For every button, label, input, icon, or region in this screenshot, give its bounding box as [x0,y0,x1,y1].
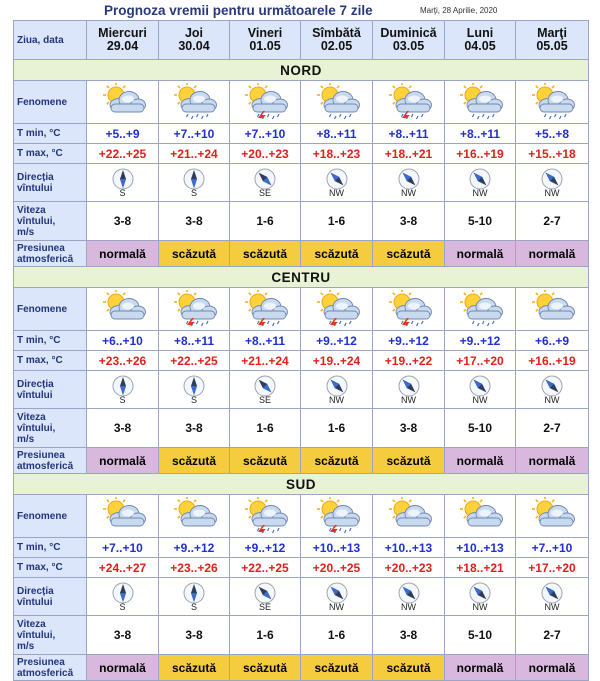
compass-nw-icon [469,375,491,397]
wind-speed-cell: 5-10 [445,202,516,241]
phenomena-label-text: Fenomene [17,510,68,522]
day-label [14,21,87,60]
wind-speed-row [14,409,589,448]
phenomena-cell [159,495,230,538]
wind-dir-text: NW [544,601,560,612]
sun-cloud-icon [99,83,147,121]
compass-se-icon [254,582,276,604]
wind-speed-label-text: Viteza [17,411,46,423]
wind-speed-cell: 5-10 [445,616,516,655]
pressure-label-text: atmosferică [17,253,74,265]
compass-nw-icon [469,582,491,604]
wind-dir-label [14,164,87,202]
wind-dir-label-text: Direcția [17,585,54,597]
pressure-cell: scăzută [159,241,230,267]
day-name: Miercuri [98,26,147,40]
sun-cloud-storm-icon [385,83,433,121]
wind-dir-text: NW [472,187,488,198]
tmin-cell: +5..+8 [516,124,589,144]
wind-dir-text: NW [329,394,344,405]
sun-cloud-rain-icon [313,83,361,121]
phenomena-row [14,81,589,124]
wind-dir-label-text: vîntului [17,596,53,608]
tmin-cell: +9..+12 [373,331,445,351]
day-header [159,21,230,60]
wind-dir-cell [445,164,516,202]
pressure-cell: normală [445,241,516,267]
wind-speed-label-text: m/s [17,640,35,652]
wind-dir-text: SE [258,394,271,405]
wind-dir-row [14,164,589,202]
tmax-row [14,351,589,371]
wind-dir-text: SE [258,601,271,612]
region-centru-header [14,267,589,288]
sun-cloud-icon [99,497,147,535]
day-name: Luni [466,26,494,40]
sun-cloud-storm-icon [385,290,433,328]
wind-dir-cell [516,371,589,409]
phenomena-cell [87,495,159,538]
pressure-cell: scăzută [230,655,301,681]
tmax-cell: +19..+22 [373,351,445,371]
wind-dir-cell [301,164,373,202]
pressure-label [14,448,87,474]
wind-dir-cell [159,578,230,616]
wind-speed-cell: 3-8 [373,616,445,655]
compass-nw-icon [541,168,563,190]
pressure-row [14,448,589,474]
wind-dir-row [14,371,589,409]
tmin-label-text: T min, °C [17,335,61,346]
tmax-cell: +23..+26 [159,558,230,578]
compass-nw-icon [398,168,420,190]
phenomena-cell [301,81,373,124]
phenomena-cell [445,81,516,124]
pressure-row [14,241,589,267]
tmin-label [14,331,87,351]
wind-speed-row [14,202,589,241]
wind-dir-cell [301,578,373,616]
tmax-cell: +22..+25 [159,351,230,371]
compass-nw-icon [398,375,420,397]
compass-s-icon [112,168,134,190]
day-header [230,21,301,60]
pressure-label [14,241,87,267]
tmin-cell: +9..+12 [301,331,373,351]
pressure-cell: normală [87,448,159,474]
pressure-cell: scăzută [301,655,373,681]
wind-speed-cell: 3-8 [159,616,230,655]
wind-speed-cell: 1-6 [301,202,373,241]
day-date: 05.05 [536,39,568,53]
day-date: 02.05 [320,39,353,53]
region-nord-header [14,60,589,81]
tmax-label-text: T max, °C [17,148,63,159]
wind-dir-text: S [119,187,126,198]
day-header [301,21,373,60]
compass-nw-icon [326,168,348,190]
phenomena-cell [301,288,373,331]
sun-cloud-storm-icon [313,290,361,328]
wind-speed-label [14,616,87,655]
day-name: Joi [184,26,204,40]
wind-speed-label-text: Viteza [17,204,46,216]
wind-dir-text: NW [401,394,416,405]
sun-cloud-storm-icon [170,290,218,328]
sun-cloud-icon [170,497,218,535]
sun-cloud-storm-icon [241,497,289,535]
page-header [0,0,600,20]
tmin-label [14,124,87,144]
pressure-label [14,655,87,681]
tmin-cell: +8..+11 [301,124,373,144]
wind-dir-cell [516,578,589,616]
phenomena-cell [301,495,373,538]
compass-s-icon [183,582,205,604]
compass-nw-icon [541,375,563,397]
wind-dir-label-text: vîntului [17,182,53,194]
compass-nw-icon [398,582,420,604]
wind-speed-label-text: vîntului, [17,629,56,641]
wind-dir-cell [516,164,589,202]
wind-dir-text: S [190,601,197,612]
wind-speed-label-text: vîntului, [17,215,56,227]
wind-dir-cell [230,578,301,616]
tmin-cell: +8..+11 [373,124,445,144]
wind-dir-cell [87,164,159,202]
sun-cloud-storm-icon [241,83,289,121]
wind-speed-cell: 3-8 [373,409,445,448]
region-title: SUD [14,474,589,495]
tmin-cell: +9..+12 [230,538,301,558]
tmax-row [14,144,589,164]
wind-speed-cell: 1-6 [230,616,301,655]
phenomena-cell [516,81,589,124]
tmin-label-text: T min, °C [17,128,61,139]
pressure-row [14,655,589,681]
sun-cloud-rain-icon [528,83,576,121]
phenomena-cell [230,81,301,124]
pressure-label-text: Presiunea [17,449,65,461]
wind-dir-label-text: Direcția [17,171,54,183]
sun-cloud-icon [99,290,147,328]
tmax-label [14,144,87,164]
pressure-cell: scăzută [159,655,230,681]
wind-dir-cell [373,578,445,616]
day-date: 03.05 [392,39,425,53]
tmin-cell: +10..+13 [301,538,373,558]
day-label-text: Ziua, data [17,34,64,46]
pressure-cell: scăzută [159,448,230,474]
wind-speed-label-text: vîntului, [17,422,56,434]
tmax-cell: +16..+19 [445,144,516,164]
phenomena-cell [87,81,159,124]
pressure-label-text: atmosferică [17,667,74,679]
sun-cloud-rain-icon [456,83,504,121]
pressure-cell: scăzută [230,448,301,474]
tmin-cell: +7..+10 [87,538,159,558]
tmax-cell: +20..+25 [301,558,373,578]
wind-speed-cell: 1-6 [301,409,373,448]
compass-s-icon [183,375,205,397]
wind-dir-text: S [119,394,126,405]
sun-cloud-icon [456,497,504,535]
wind-speed-cell: 3-8 [159,202,230,241]
day-date: 01.05 [249,39,281,53]
phenomena-cell [373,81,445,124]
day-header [87,21,159,60]
day-header [445,21,516,60]
sun-cloud-rain-icon [170,83,218,121]
tmax-cell: +19..+24 [301,351,373,371]
wind-speed-cell: 3-8 [87,616,159,655]
wind-speed-label [14,409,87,448]
tmin-cell: +5..+9 [87,124,159,144]
day-header [516,21,589,60]
tmin-cell: +10..+13 [445,538,516,558]
wind-speed-cell: 2-7 [516,616,589,655]
compass-nw-icon [326,375,348,397]
pressure-cell: normală [87,241,159,267]
day-date: 04.05 [464,39,496,53]
forecast-table [13,20,589,681]
compass-nw-icon [541,582,563,604]
phenomena-cell [159,288,230,331]
tmax-label [14,351,87,371]
pressure-cell: normală [516,655,589,681]
tmin-cell: +8..+11 [230,331,301,351]
wind-speed-cell: 1-6 [230,202,301,241]
wind-speed-label-text: Viteza [17,618,46,630]
tmin-row [14,538,589,558]
wind-dir-cell [373,371,445,409]
pressure-cell: normală [87,655,159,681]
page-title: Prognoza vremii pentru următoarele 7 zile [104,3,373,18]
wind-dir-text: NW [472,601,488,612]
pressure-cell: scăzută [373,448,445,474]
tmax-cell: +22..+25 [87,144,159,164]
region-title: CENTRU [14,267,589,288]
tmax-cell: +20..+23 [230,144,301,164]
tmin-cell: +7..+10 [230,124,301,144]
pressure-cell: normală [445,655,516,681]
day-name: Marţi [537,26,567,40]
phenomena-cell [230,495,301,538]
wind-dir-text: SE [258,187,271,198]
tmin-cell: +8..+11 [445,124,516,144]
wind-speed-cell: 3-8 [373,202,445,241]
wind-dir-cell [230,371,301,409]
phenomena-label-text: Fenomene [17,303,68,315]
sun-cloud-rain-icon [456,290,504,328]
pressure-cell: scăzută [230,241,301,267]
tmin-cell: +9..+12 [159,538,230,558]
tmax-cell: +18..+21 [373,144,445,164]
issue-date: Marţi, 28 Aprilie, 2020 [420,6,498,15]
tmax-cell: +18..+23 [301,144,373,164]
wind-speed-label [14,202,87,241]
wind-dir-cell [159,371,230,409]
sun-cloud-icon [528,290,576,328]
wind-dir-cell [445,371,516,409]
tmax-cell: +24..+27 [87,558,159,578]
wind-dir-text: NW [329,601,344,612]
pressure-label-text: atmosferică [17,460,74,472]
wind-speed-row [14,616,589,655]
phenomena-cell [445,288,516,331]
day-date: 30.04 [178,39,210,53]
pressure-cell: normală [516,448,589,474]
wind-dir-cell [159,164,230,202]
tmin-row [14,331,589,351]
tmin-label [14,538,87,558]
pressure-cell: scăzută [301,241,373,267]
wind-dir-cell [230,164,301,202]
region-title: NORD [14,60,589,81]
compass-nw-icon [326,582,348,604]
wind-speed-label-text: m/s [17,433,35,445]
tmax-cell: +15..+18 [516,144,589,164]
sun-cloud-storm-icon [313,497,361,535]
tmax-label-text: T max, °C [17,355,63,366]
phenomena-label [14,495,87,538]
pressure-label-text: Presiunea [17,656,65,668]
wind-speed-cell: 2-7 [516,202,589,241]
day-name: Sîmbătă [312,26,361,40]
tmax-cell: +21..+24 [159,144,230,164]
phenomena-row [14,495,589,538]
wind-dir-cell [445,578,516,616]
phenomena-cell [445,495,516,538]
phenomena-cell [230,288,301,331]
wind-dir-text: S [190,394,197,405]
tmin-row [14,124,589,144]
wind-speed-cell: 3-8 [87,202,159,241]
region-sud-header [14,474,589,495]
wind-speed-cell: 1-6 [301,616,373,655]
phenomena-cell [87,288,159,331]
tmax-label-text: T max, °C [17,562,63,573]
wind-dir-cell [301,371,373,409]
tmin-cell: +6..+9 [516,331,589,351]
wind-dir-text: S [119,601,126,612]
pressure-cell: scăzută [301,448,373,474]
wind-dir-label-text: vîntului [17,389,53,401]
wind-speed-cell: 5-10 [445,409,516,448]
tmin-cell: +8..+11 [159,331,230,351]
compass-se-icon [254,375,276,397]
wind-dir-label [14,578,87,616]
phenomena-cell [159,81,230,124]
pressure-cell: scăzută [373,655,445,681]
phenomena-label [14,288,87,331]
header-row [14,21,589,60]
tmax-cell: +23..+26 [87,351,159,371]
wind-speed-cell: 3-8 [159,409,230,448]
wind-speed-cell: 2-7 [516,409,589,448]
compass-s-icon [112,582,134,604]
wind-dir-text: NW [401,601,416,612]
wind-dir-text: S [190,187,197,198]
day-date: 29.04 [106,39,139,53]
phenomena-label [14,81,87,124]
tmax-cell: +20..+23 [373,558,445,578]
wind-dir-text: NW [472,394,488,405]
tmax-cell: +17..+20 [516,558,589,578]
wind-dir-text: NW [401,187,416,198]
tmin-label-text: T min, °C [17,542,61,553]
tmin-cell: +6..+10 [87,331,159,351]
wind-speed-cell: 3-8 [87,409,159,448]
wind-dir-cell [87,578,159,616]
tmax-cell: +22..+25 [230,558,301,578]
tmax-cell: +17..+20 [445,351,516,371]
wind-dir-label [14,371,87,409]
phenomena-label-text: Fenomene [17,96,68,108]
wind-speed-cell: 1-6 [230,409,301,448]
tmin-cell: +7..+10 [159,124,230,144]
phenomena-cell [373,288,445,331]
tmax-row [14,558,589,578]
tmin-cell: +10..+13 [373,538,445,558]
phenomena-cell [516,495,589,538]
phenomena-cell [373,495,445,538]
wind-dir-cell [87,371,159,409]
sun-cloud-storm-icon [241,290,289,328]
wind-dir-text: NW [329,187,344,198]
tmax-cell: +21..+24 [230,351,301,371]
wind-dir-text: NW [544,187,560,198]
day-name: Vineri [247,26,283,40]
compass-s-icon [183,168,205,190]
pressure-cell: normală [516,241,589,267]
wind-dir-text: NW [544,394,560,405]
day-header [373,21,445,60]
compass-s-icon [112,375,134,397]
compass-se-icon [254,168,276,190]
sun-cloud-icon [385,497,433,535]
wind-dir-cell [373,164,445,202]
pressure-cell: normală [445,448,516,474]
wind-dir-row [14,578,589,616]
sun-cloud-icon [528,497,576,535]
wind-speed-label-text: m/s [17,226,35,238]
tmax-cell: +18..+21 [445,558,516,578]
phenomena-cell [516,288,589,331]
phenomena-row [14,288,589,331]
tmin-cell: +7..+10 [516,538,589,558]
tmax-label [14,558,87,578]
day-name: Duminică [380,26,437,40]
pressure-label-text: Presiunea [17,242,65,254]
tmin-cell: +9..+12 [445,331,516,351]
wind-dir-label-text: Direcția [17,378,54,390]
tmax-cell: +16..+19 [516,351,589,371]
pressure-cell: scăzută [373,241,445,267]
compass-nw-icon [469,168,491,190]
